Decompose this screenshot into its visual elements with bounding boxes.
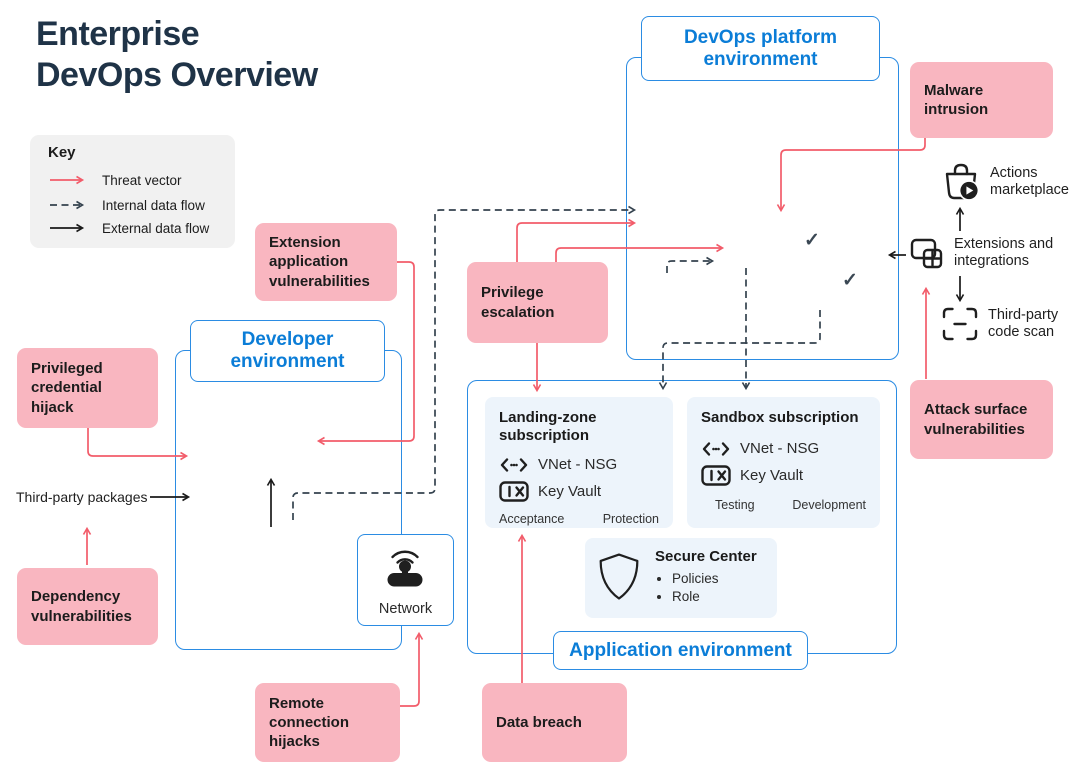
network-label: Network	[378, 601, 433, 617]
secure-center-title: Secure Center	[655, 548, 757, 565]
extensions-integrations-label: Extensions and integrations	[954, 236, 1054, 270]
actions-marketplace-label: Actions marketplace	[990, 165, 1069, 199]
legend-item-internal: Internal data flow	[48, 193, 205, 217]
actions-marketplace-icon	[942, 161, 980, 201]
threat-dependency-vulnerabilities: Dependency vulnerabilities	[17, 568, 158, 645]
key-vault-icon	[499, 481, 529, 502]
network-box	[357, 534, 454, 626]
external-flow-arrow-icon	[48, 221, 92, 235]
threat-data-breach: Data breach	[482, 683, 627, 762]
page-title: Enterprise DevOps Overview	[36, 15, 318, 95]
vnet-icon	[499, 457, 529, 473]
third-party-code-scan-icon	[941, 306, 979, 342]
internal-flow-arrow-icon	[48, 198, 92, 212]
landing-zone-key-vault: Key Vault	[538, 483, 602, 500]
sandbox-vnet: VNet - NSG	[740, 440, 820, 457]
secure-center-card	[585, 538, 777, 618]
check-icon: ✓	[842, 270, 858, 291]
secure-center-bullet: • Role	[672, 588, 757, 606]
sandbox-card	[687, 397, 880, 528]
landing-zone-card	[485, 397, 673, 528]
threat-malware-intrusion: Malware intrusion	[910, 62, 1053, 138]
check-icon: ✓	[804, 230, 820, 251]
vnet-icon	[701, 441, 731, 457]
landing-zone-stage: Acceptance	[499, 512, 565, 526]
sandbox-stage: Development	[792, 498, 866, 512]
legend-item-external: External data flow	[48, 216, 209, 240]
threat-remote-connection-hijacks: Remote connection hijacks	[255, 683, 400, 762]
third-party-code-scan-label: Third-party code scan	[988, 307, 1059, 341]
secure-center-bullet: • Policies	[672, 570, 757, 588]
third-party-packages-label: Third-party packages	[16, 489, 148, 505]
sandbox-key-vault: Key Vault	[740, 467, 804, 484]
shield-icon	[597, 548, 641, 606]
threat-extension-application-vulnerabilities: Extension application vulnerabilities	[255, 223, 397, 301]
threat-attack-surface-vulnerabilities: Attack surface vulnerabilities	[910, 380, 1053, 459]
sandbox-stage: Testing	[715, 498, 755, 512]
legend	[30, 135, 235, 248]
threat-privileged-credential-hijack: Privileged credential hijack	[17, 348, 158, 428]
devops-platform-environment-title: DevOps platform environment	[641, 16, 880, 81]
threat-line-remote-connection	[400, 634, 419, 706]
sandbox-title: Sandbox subscription	[701, 409, 859, 426]
extensions-integrations-icon	[908, 236, 946, 272]
legend-title: Key	[48, 144, 76, 161]
application-environment-title: Application environment	[553, 631, 808, 670]
threat-line-privileged-credential	[88, 428, 186, 456]
network-router-icon	[381, 545, 429, 591]
devops-platform-environment-box	[626, 57, 899, 360]
threat-line-privilege-escalation-dev	[517, 223, 634, 262]
landing-zone-title: Landing-zone subscription	[499, 409, 597, 444]
key-vault-icon	[701, 465, 731, 486]
developer-environment-title: Developer environment	[190, 320, 385, 382]
threat-privilege-escalation: Privilege escalation	[467, 262, 608, 343]
landing-zone-stage: Protection	[602, 512, 659, 526]
threat-vector-arrow-icon	[48, 173, 92, 187]
legend-item-threat: Threat vector	[48, 168, 182, 192]
landing-zone-vnet: VNet - NSG	[538, 456, 618, 473]
